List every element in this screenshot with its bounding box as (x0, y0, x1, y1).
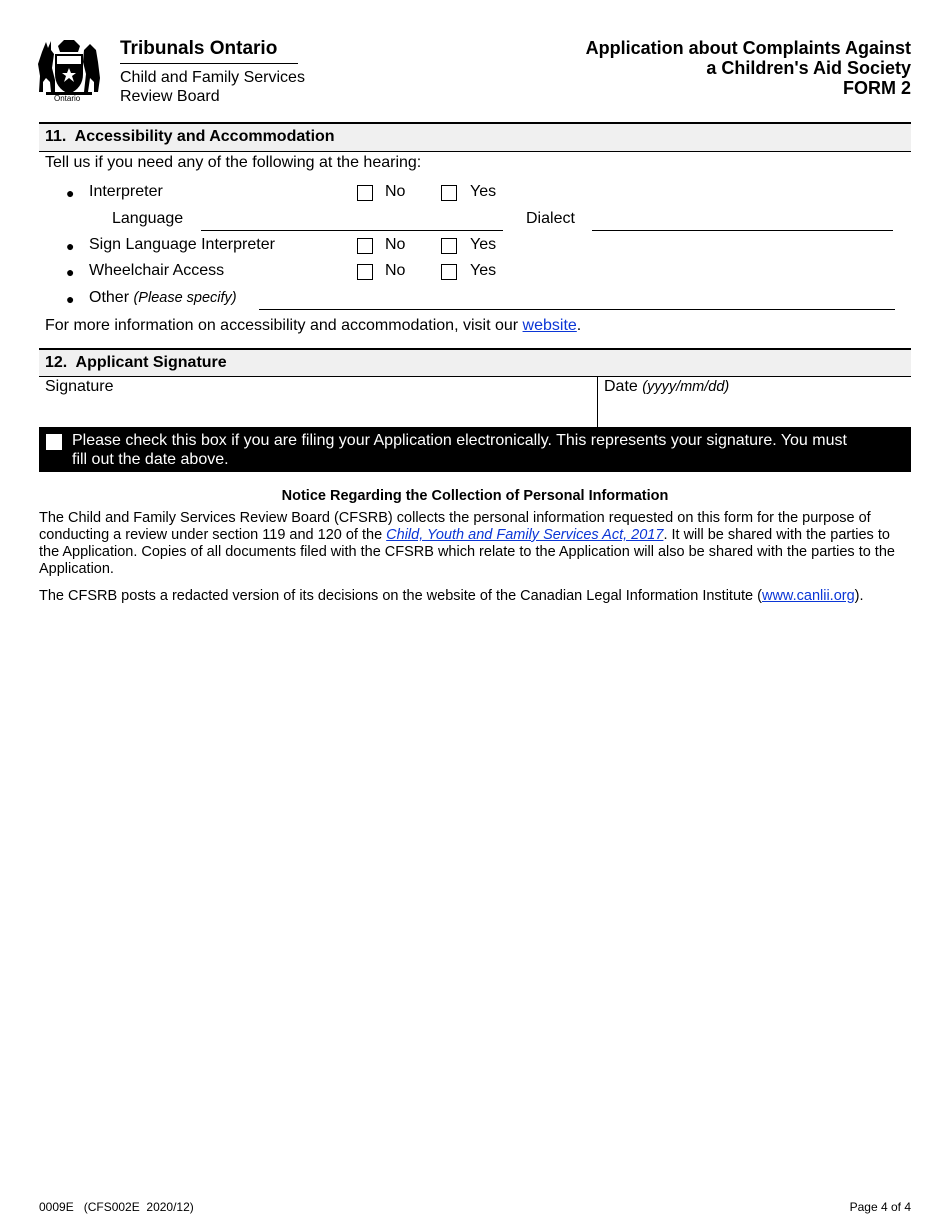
section-number: 12. (45, 354, 68, 371)
interpreter-yes-checkbox[interactable] (441, 185, 457, 201)
date-hint: (yyyy/mm/dd) (642, 379, 730, 395)
bullet: ● (66, 264, 75, 280)
section-number: 11. (45, 128, 67, 145)
form-code: 0009E (CFS002E 2020/12) (39, 1200, 194, 1214)
logo-caption: Ontario (54, 94, 81, 103)
notice-p1-b: . It will be shared with the parties to the Application. Copies of all documents filed with the CFSRB which relate to the Application will also be shared with the parties to the Application. (39, 527, 895, 577)
org-subtitle-line: Child and Family Services (120, 69, 305, 86)
bullet: ● (66, 185, 75, 201)
section-11-intro: Tell us if you need any of the following at the hearing: (45, 154, 422, 171)
notice-p2-a: The CFSRB posts a redacted version of its decisions on the website of the Canadian Legal Information Institute ( (39, 588, 762, 604)
signature-divider (597, 376, 598, 427)
page-number: Page 4 of 4 (849, 1200, 911, 1214)
coat-of-arms-icon (36, 38, 102, 96)
canlii-link[interactable]: www.canlii.org (761, 588, 855, 604)
electronic-filing-text (72, 431, 907, 469)
form-title (586, 38, 911, 98)
other-label (89, 289, 237, 307)
date-label: Date (604, 378, 638, 395)
notice-paragraph-1 (39, 510, 911, 578)
electronic-filing-line: fill out the date above. (72, 451, 229, 468)
electronic-filing-checkbox[interactable] (46, 434, 62, 450)
signature-label: Signature (45, 378, 114, 395)
section-11-header (39, 122, 911, 152)
dialect-field[interactable] (592, 230, 893, 231)
section-title: Accessibility and Accommodation (74, 128, 335, 145)
interpreter-no-checkbox[interactable] (357, 185, 373, 201)
yes-label: Yes (470, 236, 497, 253)
bullet: ● (66, 291, 75, 307)
other-field[interactable] (259, 309, 895, 310)
notice-p1-a: The Child and Family Services Review Board (CFSRB) collects the personal information requested on this form for the purpose of conducting a review under section 119 and 120 of the (39, 510, 871, 543)
language-field[interactable] (201, 230, 503, 231)
item-label-interpreter: Interpreter (89, 183, 163, 200)
yes-label: Yes (470, 262, 497, 279)
other-label-text: Other (89, 289, 130, 306)
electronic-filing-line: Please check this box if you are filing your Application electronically. This represents your signature. You must (72, 432, 847, 449)
form-title-line: Application about Complaints Against (585, 38, 911, 58)
more-info-end: . (576, 317, 582, 334)
org-subtitle (120, 68, 305, 106)
cyfsa-link[interactable]: Child, Youth and Family Services Act, 2017 (386, 527, 664, 543)
ontario-logo (36, 38, 102, 104)
notice-p2-b: ). (854, 588, 864, 604)
form-title-line: FORM 2 (842, 78, 911, 98)
sign-language-yes-checkbox[interactable] (441, 238, 457, 254)
website-link[interactable]: website (522, 317, 577, 334)
wheelchair-yes-checkbox[interactable] (441, 264, 457, 280)
more-info-text (45, 317, 581, 335)
org-title: Tribunals Ontario (120, 38, 278, 59)
wheelchair-no-checkbox[interactable] (357, 264, 373, 280)
yes-label: Yes (470, 183, 497, 200)
dialect-label: Dialect (526, 210, 575, 227)
no-label: No (385, 236, 406, 253)
notice-paragraph-2 (39, 588, 911, 605)
form-title-line: a Children's Aid Society (706, 58, 911, 78)
no-label: No (385, 262, 406, 279)
signature-field[interactable] (45, 378, 593, 424)
notice-title: Notice Regarding the Collection of Personal Information (281, 488, 669, 504)
more-info: For more information on accessibility and accommodation, visit our (45, 317, 519, 334)
bullet: ● (66, 238, 75, 254)
sign-language-no-checkbox[interactable] (357, 238, 373, 254)
language-label: Language (112, 210, 184, 227)
no-label: No (385, 183, 406, 200)
section-12-header (39, 348, 911, 377)
org-title-rule (120, 63, 298, 64)
other-hint: (Please specify) (133, 290, 237, 306)
item-label-sign-language: Sign Language Interpreter (89, 236, 275, 253)
item-label-wheelchair: Wheelchair Access (89, 262, 225, 279)
section-title: Applicant Signature (75, 354, 227, 371)
org-subtitle-line: Review Board (120, 88, 220, 105)
date-field[interactable] (604, 378, 904, 424)
